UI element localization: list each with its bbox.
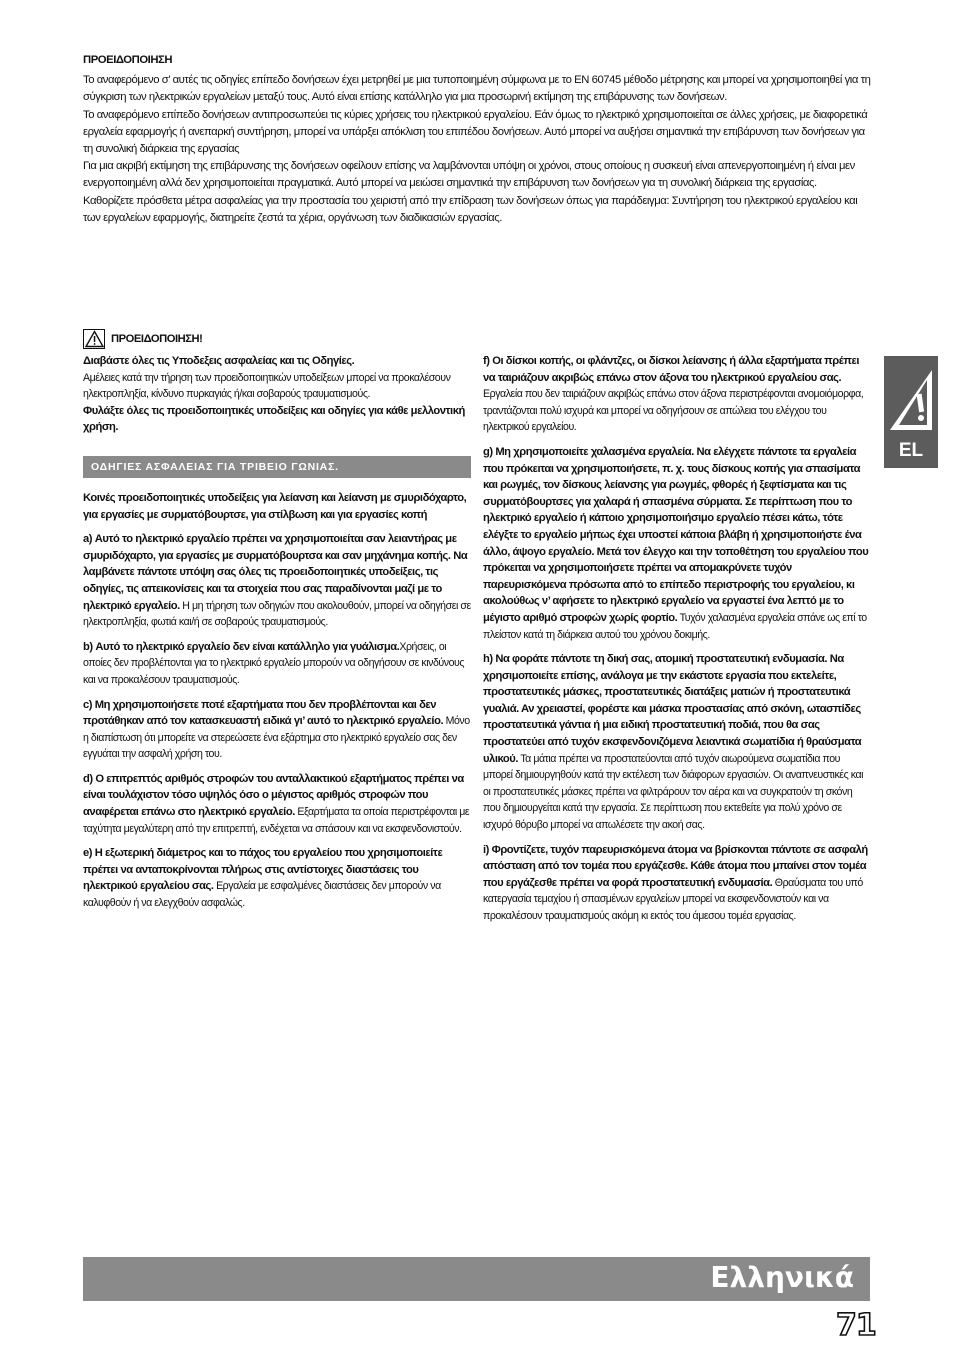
safety-item-i — [483, 842, 871, 925]
footer-language-label: Ελληνικά — [710, 1261, 854, 1294]
safety-item-e-text: Εργαλεία με εσφαλμένες διαστάσεις δεν μπορούν να καλυφθούν ή να ελεγχθούν ασφαλώς. — [83, 880, 441, 910]
safety-item-b-bold: b) Αυτό το ηλεκτρικό εργαλείο δεν είναι κατάλληλο για γυάλισμα. — [83, 640, 400, 653]
read-instructions-bold: Διαβάστε όλες τις Υποδεξεις ασφαλείας και τις Οδηγίες. — [83, 355, 355, 367]
footer-bar — [83, 1257, 870, 1301]
safety-item-h-text: Τα μάτια πρέπει να προστατεύονται από τυχόν αιωρούμενα σωματίδια που μπορεί δημιουργηθούν κατά την εκτέλεση των διάφορων εργασιών. Οι αναπνευστικές και οι προστατευτικές μάσκες πρέπει να φιλτράρουν τον αέρα και να συγκρατούν τη σκόνη που δημιουργείται κατά την εργασία. Σε περίπτωση που εκτεθείτε για πολύ χρόνο σε ισχυρό θόρυβο μπορεί να απωλέσετε την ακοή σας. — [483, 752, 864, 832]
common-warnings-heading: Κοινές προειδοποιητικές υποδείξεις για λείανση και λείανση με σμυριδόχαρτο, για εργασίες με συρματόβουρτσε, για στίλβωση και για εργασίες κοπή — [83, 491, 467, 521]
warning-triangle-icon — [886, 364, 936, 434]
vibration-paragraph-4: Καθορίζετε πρόσθετα μέτρα ασφαλείας για την προστασία του χειριστή από την επίδραση των δονήσεων όπως για παράδειγμα: Συντήρηση του ηλεκτρικού εργαλείου και των εργαλείων εφαρμογής, διατηρείτε ζεστά τα χέρια, οργάνωση των διαδικασιών εργασίας. — [83, 194, 858, 224]
safety-item-d-bold: d) Ο επιτρεπτός αριθμός στροφών του ανταλλακτικού εξαρτήματος πρέπει να είναι τουλάχιστον τόσο υψηλός όσο ο μέγιστος αριθμός στροφών που αναφέρεται επάνω στο ηλεκτρικό εργαλείο. — [83, 772, 464, 819]
safety-item-b — [83, 639, 471, 689]
language-code-label: EL — [898, 440, 924, 461]
keep-instructions-bold: Φυλάξτε όλες τις προειδοποιητικές υποδείξεις και οδηγίες για κάθε μελλοντική χρήση. — [83, 404, 465, 434]
safety-item-d — [83, 771, 471, 837]
safety-item-c-bold: c) Μη χρησιμοποιήσετε ποτέ εξαρτήματα που δεν προβλέπονται και δεν προτάθηκαν από τον κατασκευαστή ειδικά γι’ αυτό το ηλεκτρικό εργαλείο. — [83, 698, 444, 728]
safety-item-a-text: Η μη τήρηση των οδηγιών που ακολουθούν, μπορεί να οδηγήσει σε ηλεκτροπληξία, φωτιά και/ή σε σοβαρούς τραυματισμούς. — [83, 599, 471, 629]
vibration-paragraph-1: Το αναφερόμενο σ’ αυτές τις οδηγίες επίπεδο δονήσεων έχει μετρηθεί με μια τυποποιημένη σύμφωνα με το EN 60745 μέθοδο μέτρησης και μπορεί να χρησιμοποιηθεί για τη σύγκριση των ηλεκτρικών εργαλείων μεταξύ τους. Αυτό είναι επίσης κατάλληλο για μια προσωρινή εκτίμηση της επιβάρυνσης των δονήσεων. — [83, 74, 871, 104]
warning-triangle-icon — [83, 329, 105, 349]
right-column — [483, 353, 871, 933]
safety-item-g-bold: g) Μη χρησιμοποιείτε χαλασμένα εργαλεία. Να ελέγχετε πάντοτε τα εργαλεία που πρόκειται να χρησιμοποιήσετε, π. χ. τους δίσκους κοπής για σπασίματα και ρωγμές, τον δίσκους λείανσης για ρωγμές, φθορές ή ξεφτίσματα και τις συρματόβουρτσες για χαλαρά ή σπασμένα σύρματα. Σε περίπτωση που το ηλεκτρικό εργαλείο ή κάποιο χρησιμοποιήσιμο εργαλείο πέσει κάτω, τότε ελέγξτε το εργαλείο μήπως έχει υποστεί κάποια βλάβη ή χρησιμοποιήστε ένα άλλο, άψογο εργαλείο. Μετά τον έλεγχο και την τοποθέτηση του εργαλείου που πρόκειται να χρησιμοποιήσετε πρέπει να απομακρύνετε τυχόν παρευρισκόμενα πρόσωπα από το επίπεδο περιστροφής του εργαλείου, κι ακολούθως ν’ αφήσετε το ηλεκτρικό εργαλείο να εργαστεί ένα λεπτό με το μέγιστο αριθμό στροφών χωρίς φορτίο. — [483, 445, 869, 624]
safety-item-e-bold: e) Η εξωτερική διάμετρος και το πάχος του εργαλείου που χρησιμοποιείτε πρέπει να ανταποκρίνονται πλήρως στις αντίστοιχες διαστάσεις του ηλεκτρικού εργαλείου σας. — [83, 847, 443, 893]
safety-item-c — [83, 697, 471, 763]
safety-item-b-text: Χρήσεις, οι οποίες δεν προβλέπονται για το ηλεκτρικό εργαλείο μπορούν να οδηγήσουν σε κινδύνους και να προκαλέσουν τραυματισμούς. — [83, 640, 465, 686]
vibration-paragraph-2: Το αναφερόμενο επίπεδο δονήσεων αντιπροσωπεύει τις κύριες χρήσεις του ηλεκτρικού εργαλείου. Εάν όμως το ηλεκτρικό χρησιμοποιείται σε άλλες χρήσεις, με διαφορετικά εργαλεία εφαρμογής ή ανεπαρκή συντήρηση, μπορεί να υπάρξει απόκλιση του επιπέδου δονήσεων. Αυτό μπορεί να αυξήσει σημαντικά την επιβάρυνση των δονήσεων για τη συνολική διάρκεια της εργασίας — [83, 108, 868, 156]
safety-item-g-text: Τυχόν χαλασμένα εργαλεία σπάνε ως επί το πλείστον κατά τη διάρκεια αυτού του χρόνου δοκιμής. — [483, 611, 867, 641]
safety-item-g — [483, 444, 871, 643]
read-instructions-text: Αμέλειες κατά την τήρηση των προειδοποιητικών υποδείξεων μπορεί να προκαλέσουν ηλεκτροπληξία, κίνδυνο πυρκαγιάς ή/και σοβαρούς τραυματισμούς. — [83, 371, 451, 401]
safety-item-a — [83, 531, 471, 631]
left-column — [83, 329, 471, 920]
safety-item-i-text: Θραύσματα του υπό κατεργασία τεμαχίου ή σπασμένων εργαλείων μπορεί να εκσφενδονιστούν και να προκαλέσουν τραυματισμούς ακόμη κι εκτός του άμεσου τομέα εργασίας. — [483, 876, 863, 922]
vibration-warning-block — [83, 52, 873, 227]
section-title-bar: ΟΔΗΓΙΕΣ ΑΣΦΑΛΕΙΑΣ ΓΙΑ ΤΡΙΒΕΙΟ ΓΩΝΙΑΣ. — [83, 456, 471, 478]
safety-item-c-text: Μόνο η διαπίστωση ότι μπορείτε να στερεώσετε ένα εξάρτημα στο ηλεκτρικό εργαλείο σας δεν εγγυάται την ασφαλή χρήση του. — [83, 715, 470, 761]
language-side-tab — [884, 356, 938, 468]
safety-item-e — [83, 845, 471, 911]
safety-item-h — [483, 651, 871, 834]
safety-item-i-bold: i) Φροντίζετε, τυχόν παρευρισκόμενα άτομα να βρίσκονται πάντοτε σε ασφαλή απόσταση από τον τομέα που εργάζεσθε. Κάθε άτομα που μπαίνει στον τομέα που εργάζεσθε πρέπει να φορά προστατευτική ενδυμασία. — [483, 843, 868, 889]
vibration-paragraph-3: Για μια ακριβή εκτίμηση της επιβάρυνσης της δονήσεων οφείλουν επίσης να λαμβάνονται υπόψη οι χρόνοι, στους οποίους η συσκευή είναι απενεργοποιημένη ή είναι μεν ενεργοποιημένη αλλά δεν χρησιμοποιείται πραγματικά. Αυτό μπορεί να μειώσει σημαντικά την επιβάρυνση των δονήσεων για τη συνολική διάρκεια της εργασίας. — [83, 160, 855, 190]
safety-item-d-text: Εξαρτήματα τα οποία περιστρέφονται με ταχύτητα μεγαλύτερη από την επιτρεπτή, ενδέχεται να σπάσουν και να εκσφενδονιστούν. — [83, 806, 470, 835]
warning-title: ΠΡΟΕΙΔΟΠΟΙΗΣΗ! — [111, 332, 203, 345]
vibration-warning-heading: ΠΡΟΕΙΔΟΠΟΙΗΣΗ — [83, 54, 173, 66]
page-number: 71 — [836, 1308, 876, 1343]
general-warning-heading — [83, 329, 471, 349]
safety-item-f-text: Εργαλεία που δεν ταιριάζουν ακριβώς επάνω στον άξονα περιστρέφονται ανομοιόμορφα, τραντάζονται πολύ ισχυρά και μπορεί να οδηγήσουν σε απώλεια του ελέγχου του ηλεκτρικού εργαλείου. — [483, 388, 864, 434]
safety-item-h-bold: h) Να φοράτε πάντοτε τη δική σας, ατομική προστατευτική ενδυμασία. Να χρησιμοποιείτε επίσης, ανάλογα με την εκάστοτε εργασία που εκτελείτε, προστατευτικές μάσκες, προστατευτικές διατάξεις ματιών ή προστατευτικά γυαλιά. Αν χρειαστεί, φορέστε και μάσκα προστασίας από σκόνη, ωτασπίδες προστατευτικά γάντια ή μια ειδική προστατευτική ποδιά, που θα σας προστατεύει από τυχόν εκσφενδονιζόμενα λειαντικά σωματίδια ή θραύσματα υλικού. — [483, 653, 862, 765]
safety-item-f — [483, 353, 871, 436]
safety-item-f-bold: f) Οι δίσκοι κοπής, οι φλάντζες, οι δίσκοι λείανσης ή άλλα εξαρτήματα πρέπει να ταιριάζουν ακριβώς επάνω στον άξονα του ηλεκτρικού εργαλείου σας. — [483, 355, 859, 384]
safety-item-a-bold: a) Αυτό το ηλεκτρικό εργαλείο πρέπει να χρησιμοποιείται σαν λειαντήρας με σμυριδόχαρτο, για εργασίες με συρματόβουρτσα και σαν μηχάνημα κοπής. Να λαμβάνετε πάντοτε υπόψη σας όλες τις προειδοποιητικές υποδείξεις, τις οδηγίες, τις απεικονίσεις και τα στοιχεία που σας παραδίνονται μαζί με το ηλεκτρικό εργαλείο. — [83, 533, 468, 612]
